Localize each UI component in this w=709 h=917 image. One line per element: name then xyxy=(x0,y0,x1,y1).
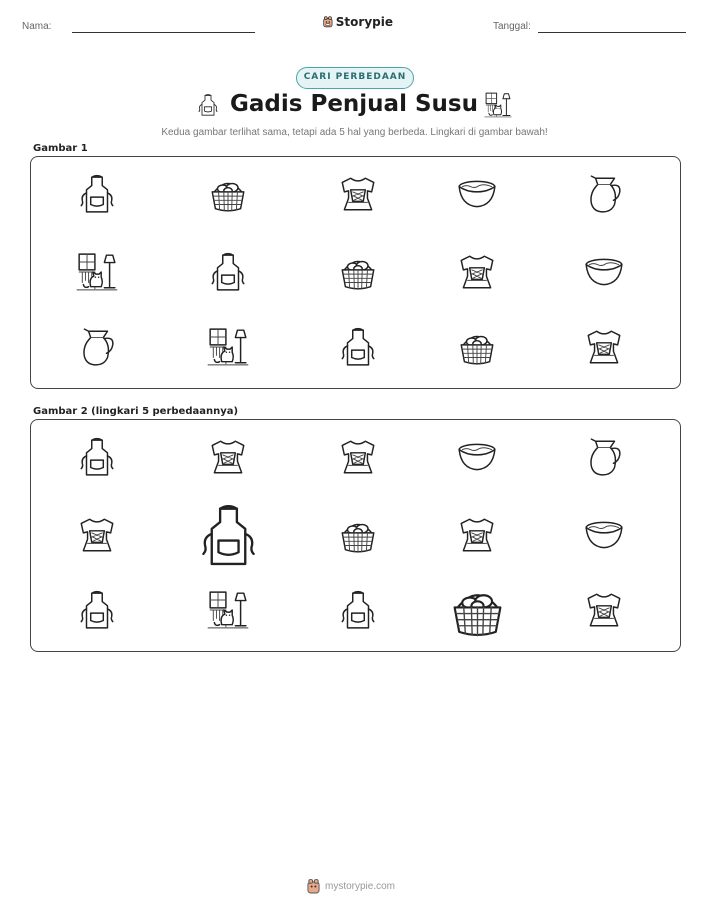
blouse-icon xyxy=(563,312,645,382)
section-1-label: Gambar 1 xyxy=(33,143,88,154)
room-icon[interactable] xyxy=(187,575,269,645)
date-field[interactable] xyxy=(538,32,686,33)
picture-2-frame xyxy=(30,419,681,652)
blouse-icon[interactable] xyxy=(317,422,399,492)
apron-icon xyxy=(317,312,399,382)
apron-icon[interactable] xyxy=(187,500,269,570)
basket-icon[interactable] xyxy=(317,500,399,570)
apron-icon[interactable] xyxy=(56,575,138,645)
name-field[interactable] xyxy=(72,32,255,33)
footer-mascot-icon xyxy=(307,879,320,894)
blouse-icon[interactable] xyxy=(563,575,645,645)
room-icon xyxy=(56,237,138,307)
name-label: Nama: xyxy=(22,21,52,32)
bowl-icon xyxy=(563,237,645,307)
basket-icon xyxy=(317,237,399,307)
title-room-icon xyxy=(483,91,513,119)
pitcher-icon xyxy=(563,159,645,229)
basket-icon xyxy=(187,159,269,229)
basket-icon xyxy=(436,312,518,382)
footer-url[interactable]: mystorypie.com xyxy=(325,881,396,892)
picture-1-frame xyxy=(30,156,681,389)
blouse-icon xyxy=(436,237,518,307)
brand-logo xyxy=(323,13,393,31)
bowl-icon[interactable] xyxy=(563,500,645,570)
room-icon xyxy=(187,312,269,382)
blouse-icon[interactable] xyxy=(56,500,138,570)
bowl-icon[interactable] xyxy=(436,422,518,492)
storypie-mascot-icon xyxy=(323,14,333,30)
brand-name: Storypie xyxy=(335,15,393,29)
activity-badge: CARI PERBEDAAN xyxy=(296,67,414,89)
apron-icon[interactable] xyxy=(317,575,399,645)
blouse-icon xyxy=(317,159,399,229)
blouse-icon[interactable] xyxy=(436,500,518,570)
title-apron-icon xyxy=(196,92,220,118)
footer xyxy=(307,879,395,894)
pitcher-icon xyxy=(56,312,138,382)
apron-icon[interactable] xyxy=(56,422,138,492)
pitcher-icon[interactable] xyxy=(563,422,645,492)
apron-icon xyxy=(56,159,138,229)
section-2-label: Gambar 2 (lingkari 5 perbedaannya) xyxy=(33,406,239,417)
page-title: Gadis Penjual Susu xyxy=(230,91,478,117)
basket-icon[interactable] xyxy=(436,575,518,645)
blouse-icon[interactable] xyxy=(187,422,269,492)
date-label: Tanggal: xyxy=(493,21,531,32)
bowl-icon xyxy=(436,159,518,229)
apron-icon xyxy=(187,237,269,307)
instruction-text: Kedua gambar terlihat sama, tetapi ada 5 hal yang berbeda. Lingkari di gambar bawah! xyxy=(161,127,548,138)
